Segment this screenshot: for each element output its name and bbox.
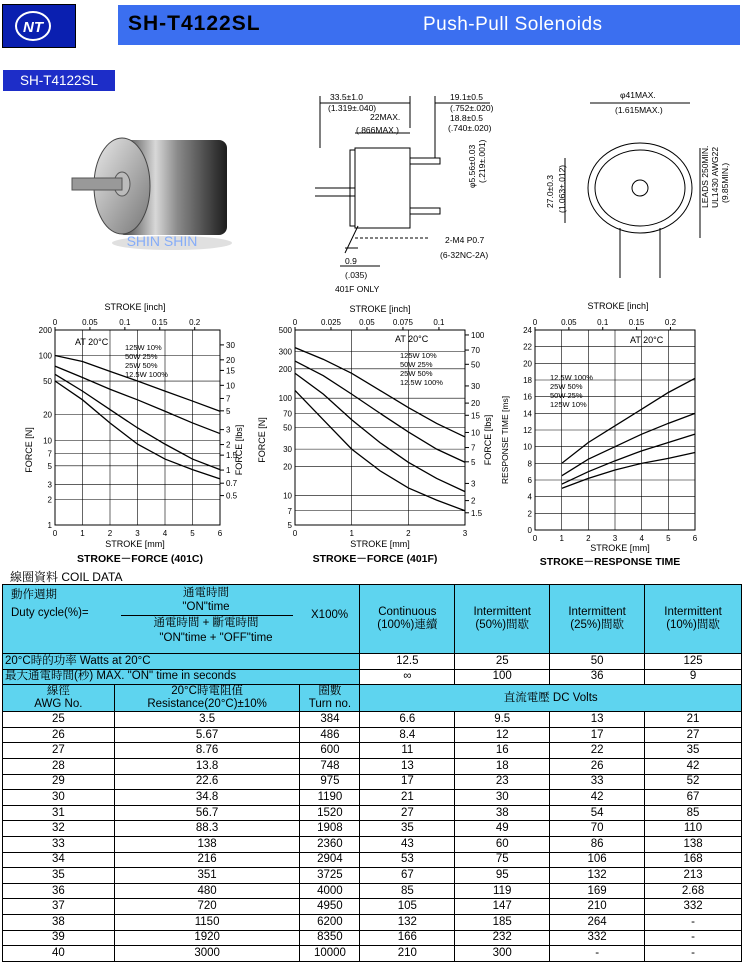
y-right-tick-label: 0.5 xyxy=(226,492,238,501)
table-cell: 38 xyxy=(455,805,550,821)
y-right-tick-label: 15 xyxy=(471,411,480,420)
table-cell: 11 xyxy=(360,743,455,759)
x-top-label: STROKE [inch] xyxy=(349,304,410,314)
x-top-tick-label: 0.2 xyxy=(665,318,677,327)
table-cell: 8350 xyxy=(300,930,360,946)
x-tick-label: 4 xyxy=(639,534,644,543)
coil-data-table xyxy=(2,584,742,962)
y-tick-label: 24 xyxy=(523,326,532,335)
x-tick-label: 0 xyxy=(533,534,538,543)
x-tick-label: 0 xyxy=(293,529,298,538)
table-cell: 27 xyxy=(3,743,115,759)
y-right-label: FORCE [lbs] xyxy=(234,425,244,476)
table-cell: 6200 xyxy=(300,914,360,930)
legend-label: 25W 50% xyxy=(400,369,433,378)
duty-row xyxy=(3,585,742,654)
table-cell: 166 xyxy=(360,930,455,946)
table-cell: 600 xyxy=(300,743,360,759)
x-top-tick-label: 0 xyxy=(533,318,538,327)
table-cell: 43 xyxy=(360,836,455,852)
product-type: Push-Pull Solenoids xyxy=(423,14,603,36)
legend-label: 12.5W 100% xyxy=(400,378,443,387)
x-top-label: STROKE [inch] xyxy=(104,302,165,312)
x-top-tick-label: 0 xyxy=(53,318,58,327)
table-row xyxy=(3,946,742,962)
y-tick-label: 500 xyxy=(279,326,293,335)
svg-text:(.752±.020): (.752±.020) xyxy=(450,103,494,113)
table-cell: 384 xyxy=(300,712,360,728)
table-cell: 13 xyxy=(550,712,645,728)
table-cell: 1150 xyxy=(114,914,300,930)
table-cell: 351 xyxy=(114,868,300,884)
product-photo xyxy=(62,118,262,258)
y-right-tick-label: 5 xyxy=(471,458,476,467)
table-cell: 33 xyxy=(550,774,645,790)
x-tick-label: 1 xyxy=(80,529,85,538)
svg-text:(1.615MAX.): (1.615MAX.) xyxy=(615,105,663,115)
x-tick-label: 1 xyxy=(349,529,354,538)
svg-text:(1.063±.012): (1.063±.012) xyxy=(557,165,567,213)
y-tick-label: 20 xyxy=(43,411,52,420)
x-tick-label: 6 xyxy=(218,529,223,538)
y-tick-label: 18 xyxy=(523,376,532,385)
table-row xyxy=(3,821,742,837)
svg-text:UL1430 AWG22: UL1430 AWG22 xyxy=(710,147,720,208)
table-cell: 210 xyxy=(550,899,645,915)
table-cell: 27 xyxy=(645,727,742,743)
legend-label: 25W 50% xyxy=(125,361,158,370)
x-top-tick-label: 0.1 xyxy=(433,318,445,327)
table-cell: 17 xyxy=(550,727,645,743)
x-tick-label: 5 xyxy=(190,529,195,538)
table-cell: 6.6 xyxy=(360,712,455,728)
table-cell: 42 xyxy=(550,790,645,806)
svg-text:φ41MAX.: φ41MAX. xyxy=(620,90,656,100)
series-line xyxy=(562,434,695,484)
x-tick-label: 3 xyxy=(463,529,468,538)
title-bar xyxy=(118,5,740,45)
table-row xyxy=(3,883,742,899)
table-cell: 28 xyxy=(3,758,115,774)
y-tick-label: 3 xyxy=(48,481,53,490)
front-view-drawing xyxy=(540,88,740,288)
table-cell: 60 xyxy=(455,836,550,852)
x-tick-label: 2 xyxy=(406,529,411,538)
y-tick-label: 5 xyxy=(288,521,293,530)
y-right-tick-label: 100 xyxy=(471,331,485,340)
model-tag: SH-T4122SL xyxy=(3,70,115,91)
table-cell: 52 xyxy=(645,774,742,790)
y-tick-label: 2 xyxy=(48,495,53,504)
table-cell: 2904 xyxy=(300,852,360,868)
table-cell: 185 xyxy=(455,914,550,930)
duty-formula-cell: 動作週期 Duty cycle(%)= 通電時間 "ON"time 通電時間 + 斷電時間 "ON"time + "OFF"time X100% xyxy=(3,585,360,654)
svg-text:33.5±1.0: 33.5±1.0 xyxy=(330,92,363,102)
svg-text:0.9: 0.9 xyxy=(345,256,357,266)
y-right-tick-label: 1.5 xyxy=(226,451,238,460)
y-right-tick-label: 1 xyxy=(226,466,231,475)
legend-label: 50W 25% xyxy=(125,352,158,361)
x-tick-label: 6 xyxy=(693,534,698,543)
y-tick-label: 7 xyxy=(288,507,293,516)
y-tick-label: 1 xyxy=(48,521,53,530)
x-tick-label: 3 xyxy=(613,534,618,543)
x-top-tick-label: 0.05 xyxy=(82,318,98,327)
table-cell: 18 xyxy=(455,758,550,774)
x-top-tick-label: 0.15 xyxy=(629,318,645,327)
x-top-label: STROKE [inch] xyxy=(587,301,648,311)
table-cell: 37 xyxy=(3,899,115,915)
svg-text:18.8±0.5: 18.8±0.5 xyxy=(450,113,483,123)
table-cell: 105 xyxy=(360,899,455,915)
table-cell: 480 xyxy=(114,883,300,899)
series-line xyxy=(562,453,695,489)
svg-text:19.1±0.5: 19.1±0.5 xyxy=(450,92,483,102)
y-right-tick-label: 5 xyxy=(226,407,231,416)
x-tick-label: 2 xyxy=(108,529,113,538)
table-cell: - xyxy=(645,914,742,930)
table-cell: 67 xyxy=(360,868,455,884)
table-cell: 748 xyxy=(300,758,360,774)
x-tick-label: 4 xyxy=(163,529,168,538)
table-cell: 36 xyxy=(3,883,115,899)
y-tick-label: 22 xyxy=(523,343,532,352)
table-cell: 4950 xyxy=(300,899,360,915)
table-cell: 34 xyxy=(3,852,115,868)
table-cell: 138 xyxy=(114,836,300,852)
table-cell: 21 xyxy=(360,790,455,806)
y-label: FORCE [N] xyxy=(24,427,34,473)
chart-note: AT 20°C xyxy=(75,337,109,347)
table-row xyxy=(3,868,742,884)
y-tick-label: 200 xyxy=(39,326,53,335)
y-tick-label: 14 xyxy=(523,409,532,418)
y-tick-label: 4 xyxy=(528,493,533,502)
table-row xyxy=(3,836,742,852)
company-logo xyxy=(2,4,76,48)
chart-title: STROKE－FORCE (401F) xyxy=(313,553,438,565)
table-cell: 70 xyxy=(550,821,645,837)
y-right-tick-label: 50 xyxy=(471,360,480,369)
watts-row: 20°C時的功率 Watts at 20°C 12.5 25 50 125 xyxy=(3,654,742,670)
chart-title: STROKE－FORCE (401C) xyxy=(77,553,203,565)
table-row xyxy=(3,727,742,743)
x-top-tick-label: 0.1 xyxy=(597,318,609,327)
table-cell: 216 xyxy=(114,852,300,868)
table-cell: 86 xyxy=(550,836,645,852)
y-tick-label: 200 xyxy=(279,365,293,374)
y-tick-label: 0 xyxy=(528,526,533,535)
svg-text:(9.85MIN.): (9.85MIN.) xyxy=(720,163,730,203)
table-row xyxy=(3,774,742,790)
table-cell: 34.8 xyxy=(114,790,300,806)
table-cell: 169 xyxy=(550,883,645,899)
x-top-tick-label: 0.1 xyxy=(119,318,131,327)
y-right-tick-label: 30 xyxy=(471,382,480,391)
svg-text:φ5.56±0.03: φ5.56±0.03 xyxy=(467,144,477,188)
table-cell: 2.68 xyxy=(645,883,742,899)
y-tick-label: 16 xyxy=(523,393,532,402)
table-row xyxy=(3,930,742,946)
duty-col-50: Intermittent (50%)間歇 xyxy=(455,585,550,654)
table-cell: 10000 xyxy=(300,946,360,962)
legend-label: 125W 10% xyxy=(400,351,437,360)
y-label: RESPONSE TIME [ms] xyxy=(500,396,510,484)
legend-label: 50W 25% xyxy=(550,391,583,400)
table-cell: - xyxy=(645,946,742,962)
y-right-tick-label: 15 xyxy=(226,366,235,375)
header xyxy=(0,0,747,48)
table-cell: 486 xyxy=(300,727,360,743)
table-row xyxy=(3,743,742,759)
table-cell: 232 xyxy=(455,930,550,946)
x-label: STROKE [mm] xyxy=(350,539,410,549)
y-tick-label: 30 xyxy=(283,445,292,454)
y-tick-label: 6 xyxy=(528,476,533,485)
x-top-tick-label: 0.05 xyxy=(359,318,375,327)
x-top-tick-label: 0.2 xyxy=(189,318,201,327)
table-cell: - xyxy=(550,946,645,962)
table-cell: 147 xyxy=(455,899,550,915)
svg-text:2-M4 P0.7: 2-M4 P0.7 xyxy=(445,235,484,245)
y-right-label: FORCE [lbs] xyxy=(483,415,493,466)
x-tick-label: 2 xyxy=(586,534,591,543)
max-on-row: 最大通電時間(秒) MAX. "ON" time in seconds ∞ 100 36 9 xyxy=(3,669,742,685)
y-right-tick-label: 2 xyxy=(226,441,231,450)
side-view-drawing xyxy=(300,88,530,298)
x-label: STROKE [mm] xyxy=(590,543,650,553)
table-cell: 132 xyxy=(360,914,455,930)
y-tick-label: 10 xyxy=(523,443,532,452)
table-cell: 23 xyxy=(455,774,550,790)
table-cell: 2360 xyxy=(300,836,360,852)
legend-label: 12.5W 100% xyxy=(550,373,593,382)
table-row xyxy=(3,805,742,821)
y-tick-label: 2 xyxy=(528,509,533,518)
y-label: FORCE [N] xyxy=(257,417,267,463)
table-cell: 88.3 xyxy=(114,821,300,837)
table-cell: 106 xyxy=(550,852,645,868)
y-right-tick-label: 20 xyxy=(226,356,235,365)
table-cell: 1520 xyxy=(300,805,360,821)
table-cell: 213 xyxy=(645,868,742,884)
y-tick-label: 100 xyxy=(39,352,53,361)
table-cell: 332 xyxy=(550,930,645,946)
table-cell: 9.5 xyxy=(455,712,550,728)
legend-label: 25W 50% xyxy=(550,382,583,391)
table-cell: 49 xyxy=(455,821,550,837)
chart-stroke-force-401f xyxy=(255,300,500,565)
chart-stroke-force-401c xyxy=(20,300,250,565)
table-cell: 110 xyxy=(645,821,742,837)
table-cell: 26 xyxy=(550,758,645,774)
table-cell: 1908 xyxy=(300,821,360,837)
y-right-tick-label: 7 xyxy=(226,394,231,403)
table-cell: 38 xyxy=(3,914,115,930)
series-line xyxy=(295,361,465,462)
duty-col-continuous: Continuous (100%)連續 xyxy=(360,585,455,654)
table-cell: 21 xyxy=(645,712,742,728)
table-cell: 35 xyxy=(645,743,742,759)
svg-text:22MAX.: 22MAX. xyxy=(370,112,400,122)
table-cell: 8.4 xyxy=(360,727,455,743)
y-right-tick-label: 70 xyxy=(471,346,480,355)
table-cell: 32 xyxy=(3,821,115,837)
table-cell: 13.8 xyxy=(114,758,300,774)
table-cell: 1190 xyxy=(300,790,360,806)
x-top-tick-label: 0.15 xyxy=(152,318,168,327)
chart-note: AT 20°C xyxy=(395,334,429,344)
table-cell: 16 xyxy=(455,743,550,759)
table-cell: 22.6 xyxy=(114,774,300,790)
y-tick-label: 12 xyxy=(523,426,532,435)
table-cell: 3000 xyxy=(114,946,300,962)
y-tick-label: 20 xyxy=(283,462,292,471)
table-cell: 138 xyxy=(645,836,742,852)
table-cell: 75 xyxy=(455,852,550,868)
table-cell: 35 xyxy=(3,868,115,884)
y-tick-label: 10 xyxy=(283,492,292,501)
svg-text:(.866MAX.): (.866MAX.) xyxy=(356,125,399,135)
table-cell: 332 xyxy=(645,899,742,915)
svg-text:401F ONLY: 401F ONLY xyxy=(335,284,380,294)
x-tick-label: 3 xyxy=(135,529,140,538)
x-top-tick-label: 0.075 xyxy=(393,318,414,327)
table-row xyxy=(3,758,742,774)
y-tick-label: 20 xyxy=(523,359,532,368)
table-row xyxy=(3,852,742,868)
table-cell: 3725 xyxy=(300,868,360,884)
y-tick-label: 300 xyxy=(279,348,293,357)
legend-label: 12.5W 100% xyxy=(125,370,168,379)
y-right-tick-label: 10 xyxy=(471,428,480,437)
x-top-tick-label: 0.025 xyxy=(321,318,342,327)
table-cell: 39 xyxy=(3,930,115,946)
table-cell: 30 xyxy=(455,790,550,806)
y-tick-label: 50 xyxy=(283,424,292,433)
table-cell: 264 xyxy=(550,914,645,930)
table-row xyxy=(3,899,742,915)
y-tick-label: 10 xyxy=(43,436,52,445)
legend-label: 125W 10% xyxy=(125,343,162,352)
y-tick-label: 7 xyxy=(48,449,53,458)
x-top-tick-label: 0.05 xyxy=(561,318,577,327)
y-right-tick-label: 10 xyxy=(226,381,235,390)
duty-col-25: Intermittent (25%)間歇 xyxy=(550,585,645,654)
svg-text:LEADS 250MIN.: LEADS 250MIN. xyxy=(700,146,710,208)
x-tick-label: 1 xyxy=(559,534,564,543)
legend-label: 125W 10% xyxy=(550,400,587,409)
table-cell: 22 xyxy=(550,743,645,759)
table-cell: 1920 xyxy=(114,930,300,946)
duty-col-10: Intermittent (10%)間歇 xyxy=(645,585,742,654)
legend-label: 50W 25% xyxy=(400,360,433,369)
svg-text:NT: NT xyxy=(23,19,45,36)
logo-icon xyxy=(3,5,75,47)
table-cell: 40 xyxy=(3,946,115,962)
table-cell: 17 xyxy=(360,774,455,790)
y-right-tick-label: 20 xyxy=(471,399,480,408)
y-right-tick-label: 7 xyxy=(471,444,476,453)
svg-text:(.035): (.035) xyxy=(345,270,367,280)
table-cell: 975 xyxy=(300,774,360,790)
table-cell: 25 xyxy=(3,712,115,728)
coil-data-title: 線圈資料 COIL DATA xyxy=(10,568,122,585)
table-cell: 13 xyxy=(360,758,455,774)
y-tick-label: 5 xyxy=(48,462,53,471)
table-cell: 300 xyxy=(455,946,550,962)
table-cell: 132 xyxy=(550,868,645,884)
table-cell: 85 xyxy=(645,805,742,821)
y-right-tick-label: 30 xyxy=(226,341,235,350)
y-tick-label: 100 xyxy=(279,394,293,403)
table-cell: 4000 xyxy=(300,883,360,899)
table-cell: 12 xyxy=(455,727,550,743)
y-tick-label: 70 xyxy=(283,409,292,418)
table-cell: 168 xyxy=(645,852,742,868)
table-cell: 8.76 xyxy=(114,743,300,759)
table-cell: 33 xyxy=(3,836,115,852)
x-tick-label: 5 xyxy=(666,534,671,543)
table-cell: 720 xyxy=(114,899,300,915)
x-tick-label: 0 xyxy=(53,529,58,538)
table-row xyxy=(3,914,742,930)
table-cell: 119 xyxy=(455,883,550,899)
watermark: SHIN SHIN xyxy=(127,233,198,249)
chart-stroke-response-time xyxy=(500,300,735,570)
y-right-tick-label: 1.5 xyxy=(471,509,483,518)
table-cell: 31 xyxy=(3,805,115,821)
y-tick-label: 8 xyxy=(528,459,533,468)
table-cell: 85 xyxy=(360,883,455,899)
chart-note: AT 20°C xyxy=(630,335,664,345)
y-right-tick-label: 3 xyxy=(226,426,231,435)
column-header-row: 線徑 AWG No. 20°C時電阻值 Resistance(20°C)±10% 圈數 Turn no. 直流電壓 DC Volts xyxy=(3,685,742,712)
chart-title: STROKE－RESPONSE TIME xyxy=(540,556,681,568)
table-cell: 35 xyxy=(360,821,455,837)
table-cell: 56.7 xyxy=(114,805,300,821)
table-cell: 67 xyxy=(645,790,742,806)
table-cell: 42 xyxy=(645,758,742,774)
table-cell: 54 xyxy=(550,805,645,821)
svg-text:(6-32NC-2A): (6-32NC-2A) xyxy=(440,250,488,260)
x-top-tick-label: 0 xyxy=(293,318,298,327)
table-cell: - xyxy=(645,930,742,946)
model-title: SH-T4122SL xyxy=(128,12,261,36)
y-tick-label: 50 xyxy=(43,377,52,386)
y-right-tick-label: 3 xyxy=(471,479,476,488)
svg-text:(1.319±.040): (1.319±.040) xyxy=(328,103,376,113)
y-right-tick-label: 0.7 xyxy=(226,479,238,488)
svg-text:27.0±0.3: 27.0±0.3 xyxy=(545,175,555,208)
svg-text:(.740±.020): (.740±.020) xyxy=(448,123,492,133)
x-label: STROKE [mm] xyxy=(105,539,165,549)
table-row xyxy=(3,712,742,728)
table-cell: 53 xyxy=(360,852,455,868)
table-cell: 29 xyxy=(3,774,115,790)
svg-text:(.219±.001): (.219±.001) xyxy=(477,139,487,183)
table-cell: 30 xyxy=(3,790,115,806)
table-cell: 210 xyxy=(360,946,455,962)
table-cell: 5.67 xyxy=(114,727,300,743)
table-cell: 3.5 xyxy=(114,712,300,728)
table-cell: 27 xyxy=(360,805,455,821)
table-row xyxy=(3,790,742,806)
table-cell: 26 xyxy=(3,727,115,743)
y-right-tick-label: 2 xyxy=(471,497,476,506)
table-cell: 95 xyxy=(455,868,550,884)
